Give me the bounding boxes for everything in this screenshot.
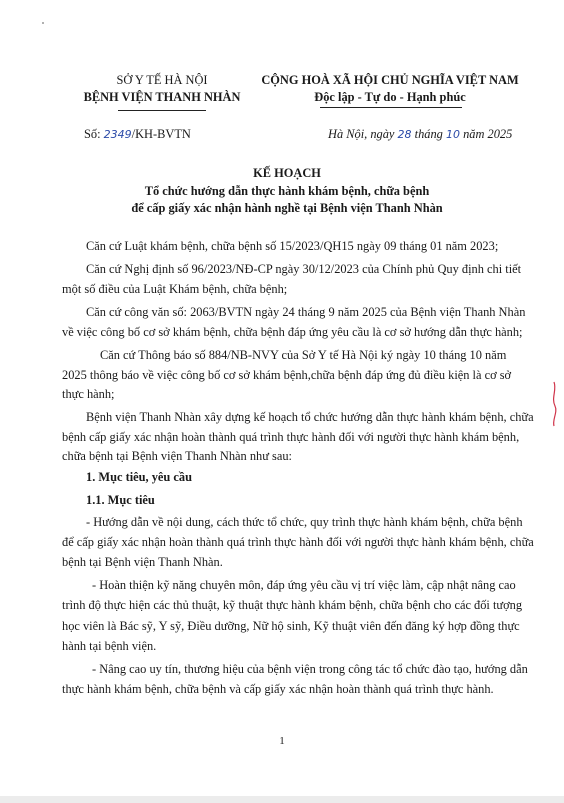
objective-2-line-d: hành tại bệnh viện. [62, 639, 157, 653]
objective-2-line-b: trình độ thực hiện các thủ thuật, kỹ thuật thực hành khám bệnh, chữa bệnh cho các đối tượng [62, 598, 523, 612]
ref-number-handwritten: 2349 [103, 128, 132, 141]
hospital-underline [118, 110, 206, 111]
document-date [328, 127, 512, 142]
motto-underline [320, 107, 462, 108]
basis-line-4b: 2025 thông báo về việc công bố cơ sở khám bệnh,chữa bệnh đáp ứng đủ điều kiện là cơ sở [62, 368, 512, 382]
objective-1-line-b: để cấp giấy xác nhận hoàn thành quá trình thực hành đối với người thực hành khám bệnh, chữa [62, 535, 534, 549]
date-prefix: Hà Nội, ngày [328, 127, 395, 141]
date-day-handwritten: 28 [397, 128, 412, 141]
objective-2-line-a: - Hoàn thiện kỹ năng chuyên môn, đáp ứng yêu cầu vị trí việc làm, cập nhật nâng cao [92, 578, 516, 592]
scan-speck [42, 22, 44, 24]
national-motto: Độc lập - Tự do - Hạnh phúc [314, 90, 466, 104]
basis-line-3a: Căn cứ công văn số: 2063/BVTN ngày 24 tháng 9 năm 2025 của Bệnh viện Thanh Nhàn [86, 305, 526, 319]
plan-subtitle-line2: để cấp giấy xác nhận hành nghề tại Bệnh viện Thanh Nhàn [131, 201, 443, 215]
date-month-label: tháng [414, 127, 443, 141]
section-heading-1-1: 1.1. Mục tiêu [86, 493, 155, 507]
objective-3-line-b: thực hành khám bệnh, chữa bệnh và cấp giấy xác nhận hoàn thành quá trình thực hành. [62, 682, 494, 696]
objective-3-line-a: - Nâng cao uy tín, thương hiệu của bệnh viện trong công tác tổ chức đào tạo, hướng dẫn [92, 662, 528, 676]
basis-line-4a: Căn cứ Thông báo số 884/NB-NVY của Sở Y tế Hà Nội ký ngày 10 tháng 10 năm [100, 348, 507, 362]
red-margin-mark [548, 380, 560, 428]
national-title: CỘNG HOÀ XÃ HỘI CHỦ NGHĨA VIỆT NAM [261, 73, 519, 87]
hospital-name: BỆNH VIỆN THANH NHÀN [83, 90, 241, 104]
plan-subtitle-line1: Tổ chức hướng dẫn thực hành khám bệnh, chữa bệnh [144, 184, 430, 198]
objective-1-line-c: bệnh tại Bệnh viện Thanh Nhàn. [62, 555, 223, 569]
date-year: năm 2025 [463, 127, 513, 141]
page-number: 1 [279, 735, 285, 747]
intro-line-a: Bệnh viện Thanh Nhàn xây dựng kế hoạch tổ chức hướng dẫn thực hành khám bệnh, chữa [86, 410, 534, 424]
ref-suffix: /KH-BVTN [131, 127, 191, 141]
basis-line-1: Căn cứ Luật khám bệnh, chữa bệnh số 15/2023/QH15 ngày 09 tháng 01 năm 2023; [86, 239, 499, 253]
document-reference [84, 127, 191, 142]
intro-line-b: bệnh cấp giấy xác nhận hoàn thành quá trình thực hành đối với người thực hành khám bệnh, [62, 430, 520, 444]
basis-line-3b: về việc công bố cơ sở khám bệnh, chữa bệnh đáp ứng yêu cầu là cơ sở hướng dẫn thực hành; [62, 325, 523, 339]
page-bottom-shadow [0, 796, 564, 803]
plan-title: KẾ HOẠCH [253, 166, 321, 180]
basis-line-4c: thực hành; [62, 387, 115, 401]
date-month-handwritten: 10 [446, 128, 460, 141]
basis-line-2b: một số điều của Luật Khám bệnh, chữa bệnh; [62, 282, 288, 296]
objective-1-line-a: - Hướng dẫn về nội dung, cách thức tổ chức, quy trình thực hành khám bệnh, chữa bệnh [86, 515, 523, 529]
agency-name: SỞ Y TẾ HÀ NỘI [116, 73, 208, 87]
ref-prefix: Số: [84, 127, 101, 141]
section-heading-1: 1. Mục tiêu, yêu cầu [86, 470, 192, 484]
basis-line-2a: Căn cứ Nghị định số 96/2023/NĐ-CP ngày 30/12/2023 của Chính phủ Quy định chi tiết [86, 262, 522, 276]
intro-line-c: chữa bệnh tại Bệnh viện Thanh Nhàn như sau: [62, 449, 292, 463]
objective-2-line-c: học viên là Bác sỹ, Y sỹ, Điều dưỡng, Nữ hộ sinh, Kỹ thuật viên đến đăng ký hợp đồng thực [62, 619, 520, 633]
